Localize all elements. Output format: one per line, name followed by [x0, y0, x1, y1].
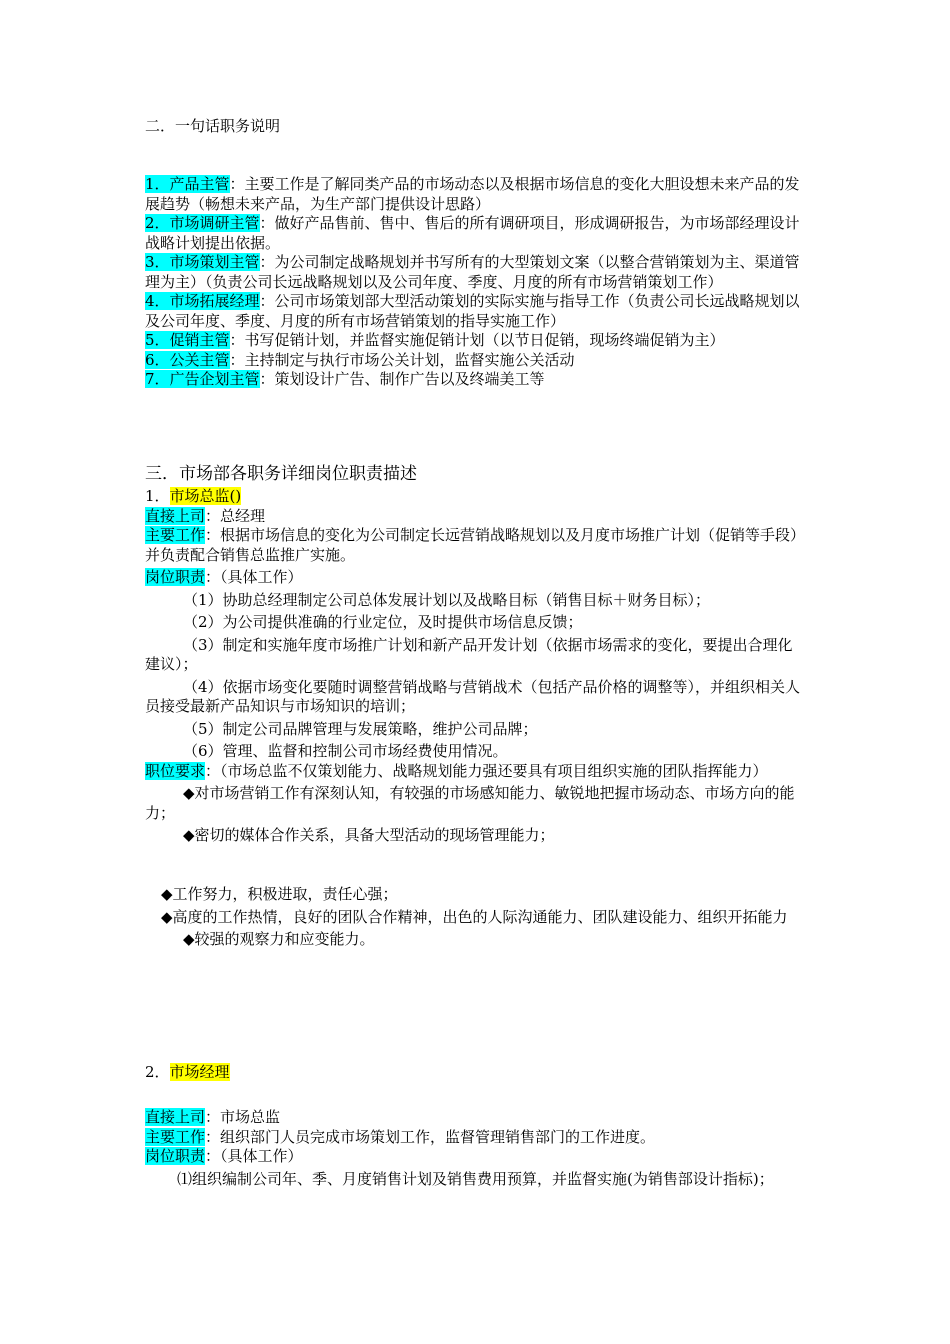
- section-2-heading-text: 二．一句话职务说明: [145, 117, 281, 135]
- job-summary-item: [145, 214, 805, 253]
- job-title-highlight: 6．公关主管: [145, 350, 230, 369]
- job-summary-text: ：主要工作是了解同类产品的市场动态以及根据市场信息的变化大胆设想未来产品的发展趋势（畅想未来产品，为生产部门提供设计思路）: [145, 175, 800, 213]
- role-2-duty-header: [145, 1147, 805, 1167]
- job-summary-text: ：策划设计广告、制作广告以及终端美工等: [259, 370, 545, 388]
- role-2-work: [145, 1128, 805, 1148]
- job-summary-item: [145, 351, 805, 371]
- duty-item: （2）为公司提供准确的行业定位，及时提供市场信息反馈；: [183, 613, 583, 631]
- duty-item: （3）制定和实施年度市场推广计划和新产品开发计划（依据市场需求的变化，要提出合理化建议）；: [145, 635, 793, 673]
- boss-label: 直接上司: [145, 1108, 206, 1126]
- role-1-work: [145, 526, 805, 565]
- role-1-boss: [145, 507, 805, 527]
- role-2-boss: [145, 1108, 805, 1128]
- section-2-heading: [145, 117, 805, 137]
- job-title-highlight: 2．市场调研主管: [145, 214, 260, 232]
- job-summary-item: [145, 175, 805, 214]
- job-summary-item: [145, 331, 805, 351]
- role-1-title: 市场总监(): [169, 487, 242, 505]
- job-title-highlight: 1．产品主管: [145, 175, 230, 193]
- duty-item: ⑴组织编制公司年、季、月度销售计划及销售费用预算，并监督实施(为销售部设计指标)；: [177, 1169, 774, 1188]
- job-title-highlight: 7．广告企划主管: [145, 370, 260, 388]
- role-2-title: 市场经理: [169, 1063, 230, 1081]
- duty-text: ：（具体工作）: [205, 568, 303, 586]
- work-label: 主要工作: [145, 526, 206, 544]
- requirement-item: ◆密切的媒体合作关系，具备大型活动的现场管理能力；: [183, 826, 555, 844]
- duty-item: （4）依据市场变化要随时调整营销战略与营销战术（包括产品价格的调整等），并组织相关人员接受最新产品知识与市场知识的培训；: [145, 677, 801, 715]
- job-summary-item: [145, 292, 805, 331]
- work-text: ：组织部门人员完成市场策划工作，监督管理销售部门的工作进度。: [205, 1127, 656, 1146]
- req-text: ：（市场总监不仅策划能力、战略规划能力强还要具有项目组织实施的团队指挥能力）: [205, 761, 768, 780]
- job-title-highlight: 5．促销主管: [145, 331, 230, 349]
- role-1-duty-header: [145, 568, 805, 588]
- role-1-requirements-more: [145, 885, 805, 950]
- role-1-title-line: [145, 487, 805, 507]
- boss-label: 直接上司: [145, 506, 206, 525]
- req-label: 职位要求: [145, 761, 206, 780]
- requirement-item: ◆较强的观察力和应变能力。: [183, 930, 375, 948]
- job-summary-item: [145, 370, 805, 390]
- role-1-number: 1．: [145, 487, 170, 505]
- section-3-heading-text: 三．市场部各职务详细岗位职责描述: [145, 464, 417, 484]
- job-title-highlight: 4．市场拓展经理: [145, 292, 260, 310]
- section-3-heading: [145, 465, 805, 485]
- requirement-item: ◆高度的工作热情，良好的团队合作精神，出色的人际沟通能力、团队建设能力、组织开拓能力: [161, 907, 788, 926]
- duty-item: （5）制定公司品牌管理与发展策略，维护公司品牌；: [183, 719, 538, 738]
- job-summary-text: ：书写促销计划，并监督实施促销计划（以节日促销，现场终端促销为主）: [229, 331, 725, 349]
- duty-label: 岗位职责: [145, 1147, 206, 1165]
- work-text: ：根据市场信息的变化为公司制定长远营销战略规划以及月度市场推广计划（促销等手段）并负责配合销售总监推广实施。: [145, 526, 798, 564]
- job-summary-item: [145, 253, 805, 292]
- requirement-item: ◆工作努力，积极进取，责任心强；: [161, 885, 398, 903]
- role-2-number: 2．: [145, 1063, 170, 1081]
- work-label: 主要工作: [145, 1127, 206, 1146]
- duty-label: 岗位职责: [145, 568, 206, 586]
- job-summary-text: ：公司市场策划部大型活动策划的实际实施与指导工作（负责公司长远战略规划以及公司年度、季度、月度的所有市场营销策划的指导实施工作）: [145, 292, 800, 330]
- boss-text: ：总经理: [205, 506, 266, 525]
- job-title-highlight: 3．市场策划主管: [145, 253, 260, 271]
- role-2-title-block: [145, 1063, 805, 1083]
- job-summary-list: [145, 175, 805, 390]
- job-summary-text: ：做好产品售前、售中、售后的所有调研项目，形成调研报告，为市场部经理设计战略计划提出依据。: [145, 214, 800, 252]
- duty-item: （6）管理、监督和控制公司市场经费使用情况。: [183, 742, 508, 760]
- boss-text: ：市场总监: [205, 1108, 281, 1126]
- role-1-requirements: [145, 762, 805, 782]
- role-1-block: [145, 487, 805, 846]
- job-summary-text: ：为公司制定战略规划并书写所有的大型策划文案（以整合营销策划为主、渠道管理为主）（负责公司长远战略规划以及公司年度、季度、月度的所有市场营销策划工作）: [145, 253, 800, 291]
- requirement-item: ◆对市场营销工作有深刻认知，有较强的市场感知能力、敏锐地把握市场动态、市场方向的能力；: [145, 784, 795, 822]
- duty-text: ：（具体工作）: [205, 1147, 303, 1165]
- duty-item: （1）协助总经理制定公司总体发展计划以及战略目标（销售目标＋财务目标）；: [183, 590, 711, 609]
- role-2-title-line: [145, 1063, 805, 1083]
- job-summary-text: ：主持制定与执行市场公关计划，监督实施公关活动: [229, 350, 575, 369]
- role-2-block: [145, 1108, 805, 1189]
